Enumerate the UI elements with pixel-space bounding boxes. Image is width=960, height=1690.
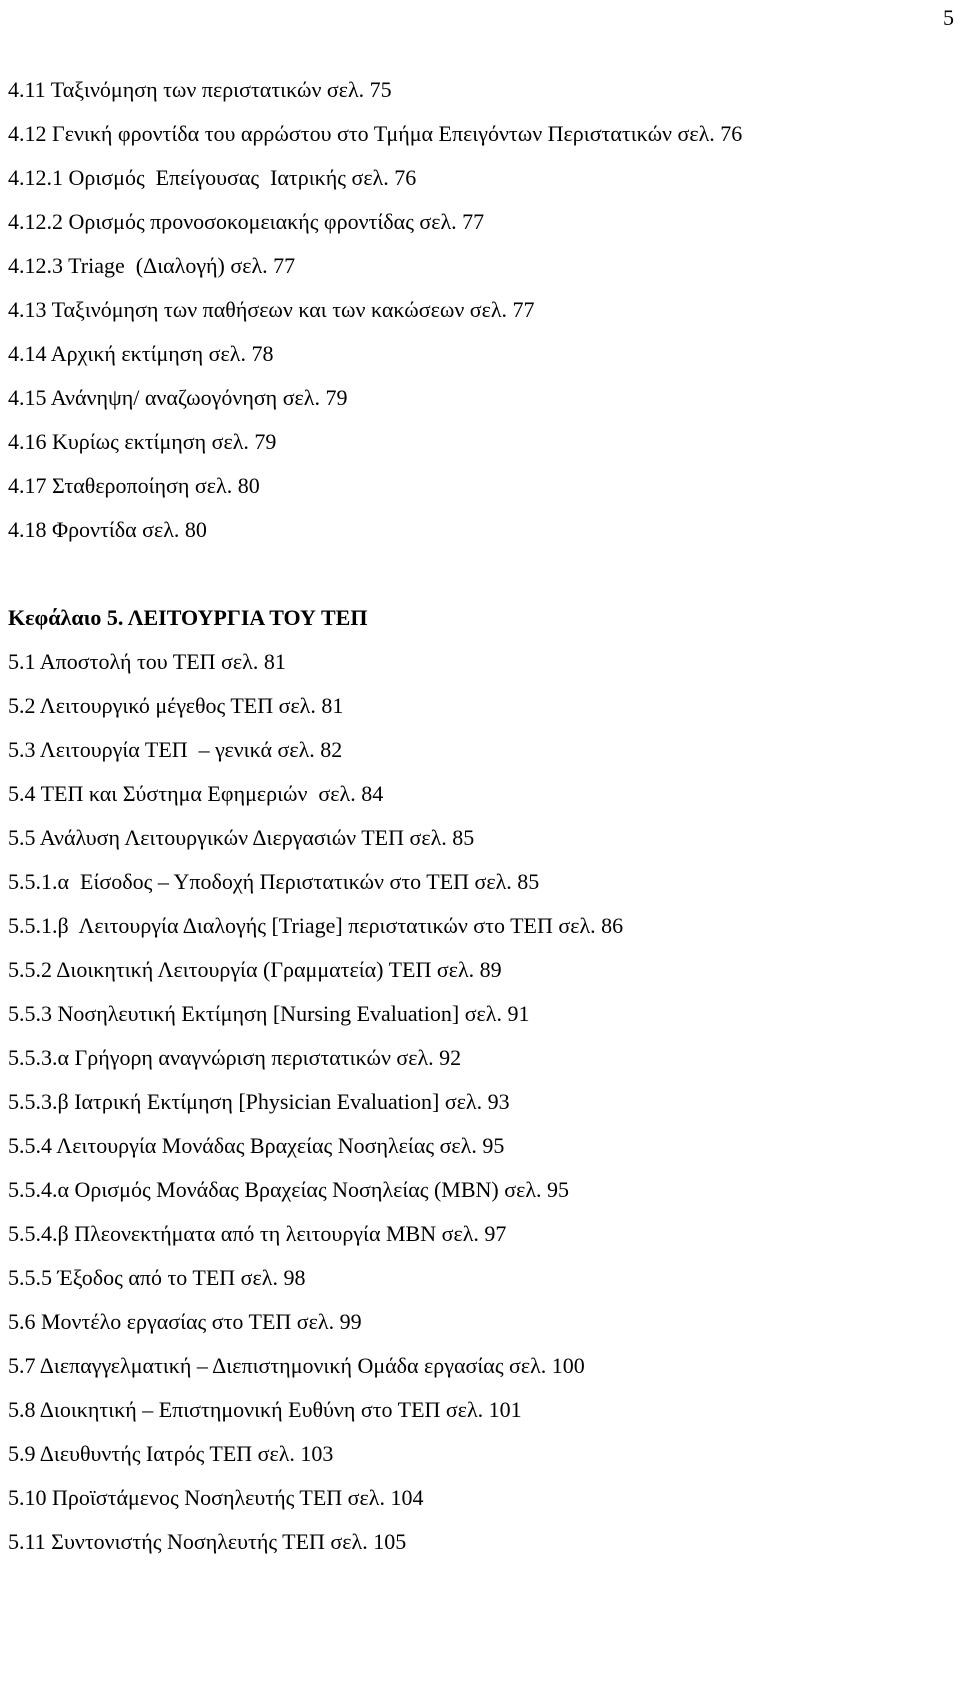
toc-entry-4-11: 4.11 Ταξινόμηση των περιστατικών σελ. 75 [8,77,392,102]
toc-entry-5-5-3-a: 5.5.3.α Γρήγορη αναγνώριση περιστατικών σελ. 92 [8,1045,462,1070]
toc-entry-4-16: 4.16 Κυρίως εκτίμηση σελ. 79 [8,429,277,454]
toc-entry-4-15: 4.15 Ανάνηψη/ αναζωογόνηση σελ. 79 [8,385,348,410]
toc-entry-4-18: 4.18 Φροντίδα σελ. 80 [8,517,207,542]
toc-entry-5-7: 5.7 Διεπαγγελματική – Διεπιστημονική Ομάδα εργασίας σελ. 100 [8,1353,585,1378]
toc-entry-5-3: 5.3 Λειτουργία ΤΕΠ – γενικά σελ. 82 [8,737,343,762]
chapter-heading: Κεφάλαιο 5. ΛΕΙΤΟΥΡΓΙΑ ΤΟΥ ΤΕΠ [8,605,368,630]
toc-entry-5-5-1-b: 5.5.1.β Λειτουργία Διαλογής [Triage] περιστατικών στο ΤΕΠ σελ. 86 [8,913,624,938]
toc-entry-5-5-4-b: 5.5.4.β Πλεονεκτήματα από τη λειτουργία ΜΒΝ σελ. 97 [8,1221,507,1246]
toc-entry-5-5-5: 5.5.5 Έξοδος από το ΤΕΠ σελ. 98 [8,1265,306,1290]
toc-entry-4-17: 4.17 Σταθεροποίηση σελ. 80 [8,473,260,498]
toc-entry-4-12-3: 4.12.3 Triage (Διαλογή) σελ. 77 [8,253,296,278]
toc-entry-4-12: 4.12 Γενική φροντίδα του αρρώστου στο Τμήμα Επειγόντων Περιστατικών σελ. 76 [8,121,743,146]
toc-entry-4-14: 4.14 Αρχική εκτίμηση σελ. 78 [8,341,274,366]
toc-entry-5-5-2: 5.5.2 Διοικητική Λειτουργία (Γραμματεία) ΤΕΠ σελ. 89 [8,957,502,982]
toc-entry-5-8: 5.8 Διοικητική – Επιστημονική Ευθύνη στο ΤΕΠ σελ. 101 [8,1397,522,1422]
toc-entry-5-5-4-a: 5.5.4.α Ορισμός Μονάδας Βραχείας Νοσηλείας (ΜΒΝ) σελ. 95 [8,1177,570,1202]
toc-entry-5-2: 5.2 Λειτουργικό μέγεθος ΤΕΠ σελ. 81 [8,693,344,718]
toc-entry-4-13: 4.13 Ταξινόμηση των παθήσεων και των κακώσεων σελ. 77 [8,297,535,322]
toc-entry-5-5-3: 5.5.3 Νοσηλευτική Εκτίμηση [Nursing Evaluation] σελ. 91 [8,1001,530,1026]
toc-entry-5-5-3-b: 5.5.3.β Ιατρική Εκτίμηση [Physician Evaluation] σελ. 93 [8,1089,510,1114]
toc-entry-5-1: 5.1 Αποστολή του ΤΕΠ σελ. 81 [8,649,286,674]
toc-entry-5-6: 5.6 Μοντέλο εργασίας στο ΤΕΠ σελ. 99 [8,1309,362,1334]
toc-entry-4-12-2: 4.12.2 Ορισμός προνοσοκομειακής φροντίδας σελ. 77 [8,209,485,234]
toc-entry-5-5-4: 5.5.4 Λειτουργία Μονάδας Βραχείας Νοσηλείας σελ. 95 [8,1133,505,1158]
toc-entry-4-12-1: 4.12.1 Ορισμός Επείγουσας Ιατρικής σελ. 76 [8,165,417,190]
toc-entry-5-10: 5.10 Προϊστάμενος Νοσηλευτής ΤΕΠ σελ. 104 [8,1485,424,1510]
toc-entry-5-4: 5.4 ΤΕΠ και Σύστημα Εφημεριών σελ. 84 [8,781,384,806]
page-number: 5 [943,5,954,30]
toc-entry-5-11: 5.11 Συντονιστής Νοσηλευτής ΤΕΠ σελ. 105 [8,1529,407,1554]
toc-entry-5-5: 5.5 Ανάλυση Λειτουργικών Διεργασιών ΤΕΠ σελ. 85 [8,825,475,850]
toc-entry-5-5-1-a: 5.5.1.α Είσοδος – Υποδοχή Περιστατικών στο ΤΕΠ σελ. 85 [8,869,540,894]
toc-entry-5-9: 5.9 Διευθυντής Ιατρός ΤΕΠ σελ. 103 [8,1441,334,1466]
